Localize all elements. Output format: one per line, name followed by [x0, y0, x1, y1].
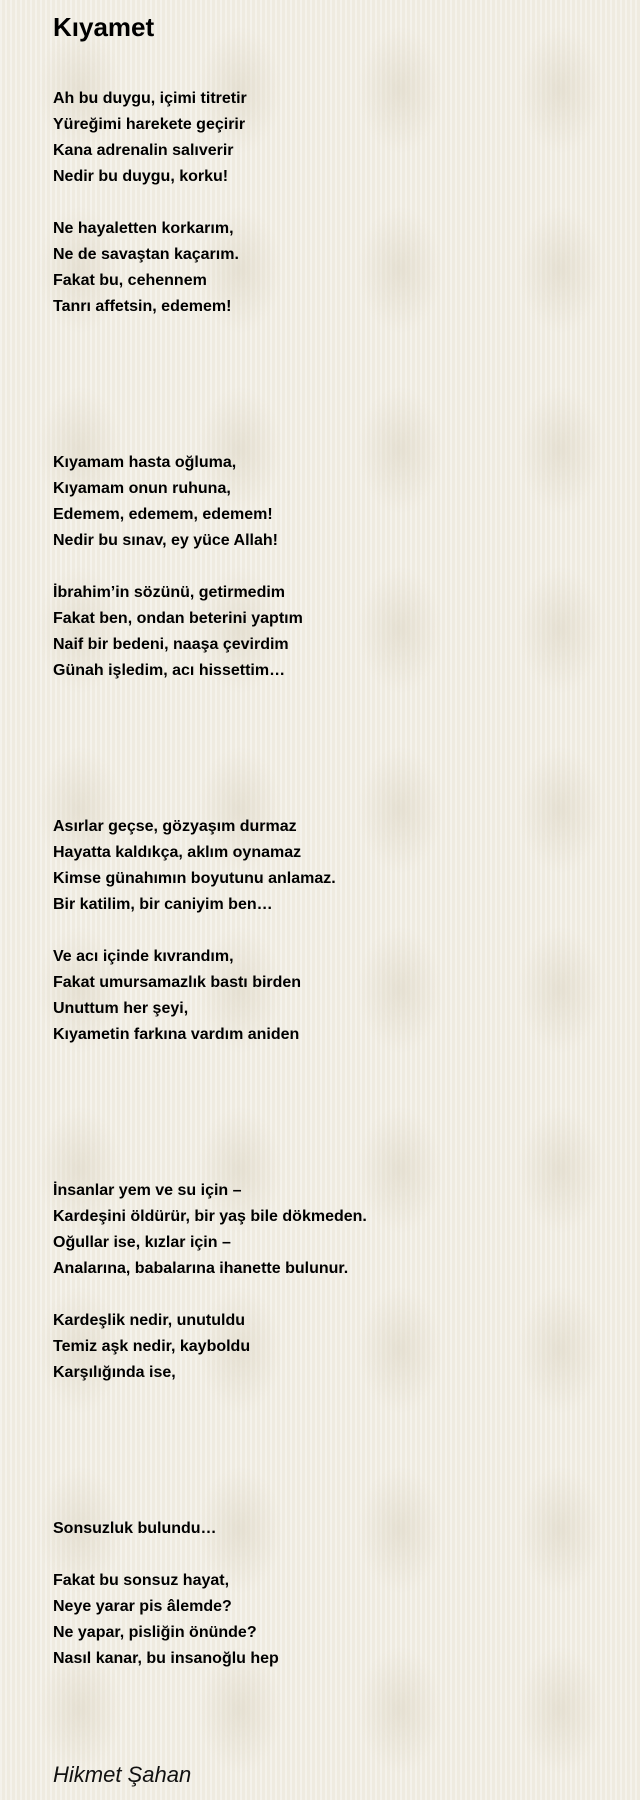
poem-line: Kıyamam hasta oğluma, [53, 454, 237, 471]
section-gap [53, 684, 640, 814]
poem-line: Ne yapar, pisliğin önünde? [53, 1624, 257, 1641]
stanza-gap [53, 190, 640, 216]
stanza-4 [53, 580, 640, 684]
stanza-10 [53, 1568, 640, 1672]
poem-body [53, 86, 640, 1790]
poem-line: Ah bu duygu, içimi titretir [53, 90, 247, 107]
poem-line: Nasıl kanar, bu insanoğlu hep [53, 1650, 279, 1667]
poem-line: Kardeşlik nedir, unutuldu [53, 1312, 246, 1329]
poem-line: Tanrı affetsin, edemem! [53, 298, 232, 315]
poem-line: Kardeşini öldürür, bir yaş bile dökmeden. [53, 1208, 367, 1225]
poem-line: Oğullar ise, kızlar için – [53, 1234, 231, 1251]
poem-line: Yüreğimi harekete geçirir [53, 116, 246, 133]
poem-line: Ne de savaştan kaçarım. [53, 246, 239, 263]
poem-title: Kıyamet [53, 12, 155, 42]
stanza-3 [53, 450, 640, 554]
poem-line: Kimse günahımın boyutunu anlamaz. [53, 870, 336, 887]
stanza-gap [53, 918, 640, 944]
stanza-1 [53, 86, 640, 190]
author-signature: Hikmet Şahan [53, 1762, 192, 1787]
poem-line: Bir katilim, bir caniyim ben… [53, 896, 273, 913]
poem-line: Nedir bu duygu, korku! [53, 168, 229, 185]
poem-line: Edemem, edemem, edemem! [53, 506, 273, 523]
poem-line: Karşılığında ise, [53, 1364, 176, 1381]
section-gap [53, 320, 640, 450]
poem-line: Unuttum her şeyi, [53, 1000, 189, 1017]
poem-line: Asırlar geçse, gözyaşım durmaz [53, 818, 297, 835]
stanza-5 [53, 814, 640, 918]
stanza-6 [53, 944, 640, 1048]
poem-line: Kıyametin farkına vardım aniden [53, 1026, 300, 1043]
section-gap [53, 1048, 640, 1178]
stanza-gap [53, 1282, 640, 1308]
poem-line: Hayatta kaldıkça, aklım oynamaz [53, 844, 302, 861]
poem-line: Kana adrenalin salıverir [53, 142, 234, 159]
poem-line: Fakat bu sonsuz hayat, [53, 1572, 230, 1589]
poem-line: Sonsuzluk bulundu… [53, 1520, 217, 1537]
stanza-gap [53, 554, 640, 580]
poem-line: Neye yarar pis âlemde? [53, 1598, 232, 1615]
poem-line: Naif bir bedeni, naaşa çevirdim [53, 636, 289, 653]
poem-line: Ve acı içinde kıvrandım, [53, 948, 234, 965]
poem-line: Analarına, babalarına ihanette bulunur. [53, 1260, 349, 1277]
signature-gap [53, 1672, 640, 1760]
poem-line: Fakat bu, cehennem [53, 272, 207, 289]
poem-line: Nedir bu sınav, ey yüce Allah! [53, 532, 278, 549]
poem-line: Ne hayaletten korkarım, [53, 220, 234, 237]
poem-line: Günah işledim, acı hissettim… [53, 662, 286, 679]
poem-line: Fakat umursamazlık bastı birden [53, 974, 302, 991]
stanza-8 [53, 1308, 640, 1386]
stanza-7 [53, 1178, 640, 1282]
stanza-gap [53, 1542, 640, 1568]
stanza-9 [53, 1516, 640, 1542]
poem-line: İnsanlar yem ve su için – [53, 1182, 242, 1199]
poem-line: Kıyamam onun ruhuna, [53, 480, 231, 497]
section-gap [53, 1386, 640, 1516]
poem-line: Fakat ben, ondan beterini yaptım [53, 610, 303, 627]
poem-line: Temiz aşk nedir, kayboldu [53, 1338, 251, 1355]
poem-line: İbrahim’in sözünü, getirmedim [53, 584, 286, 601]
stanza-2 [53, 216, 640, 320]
